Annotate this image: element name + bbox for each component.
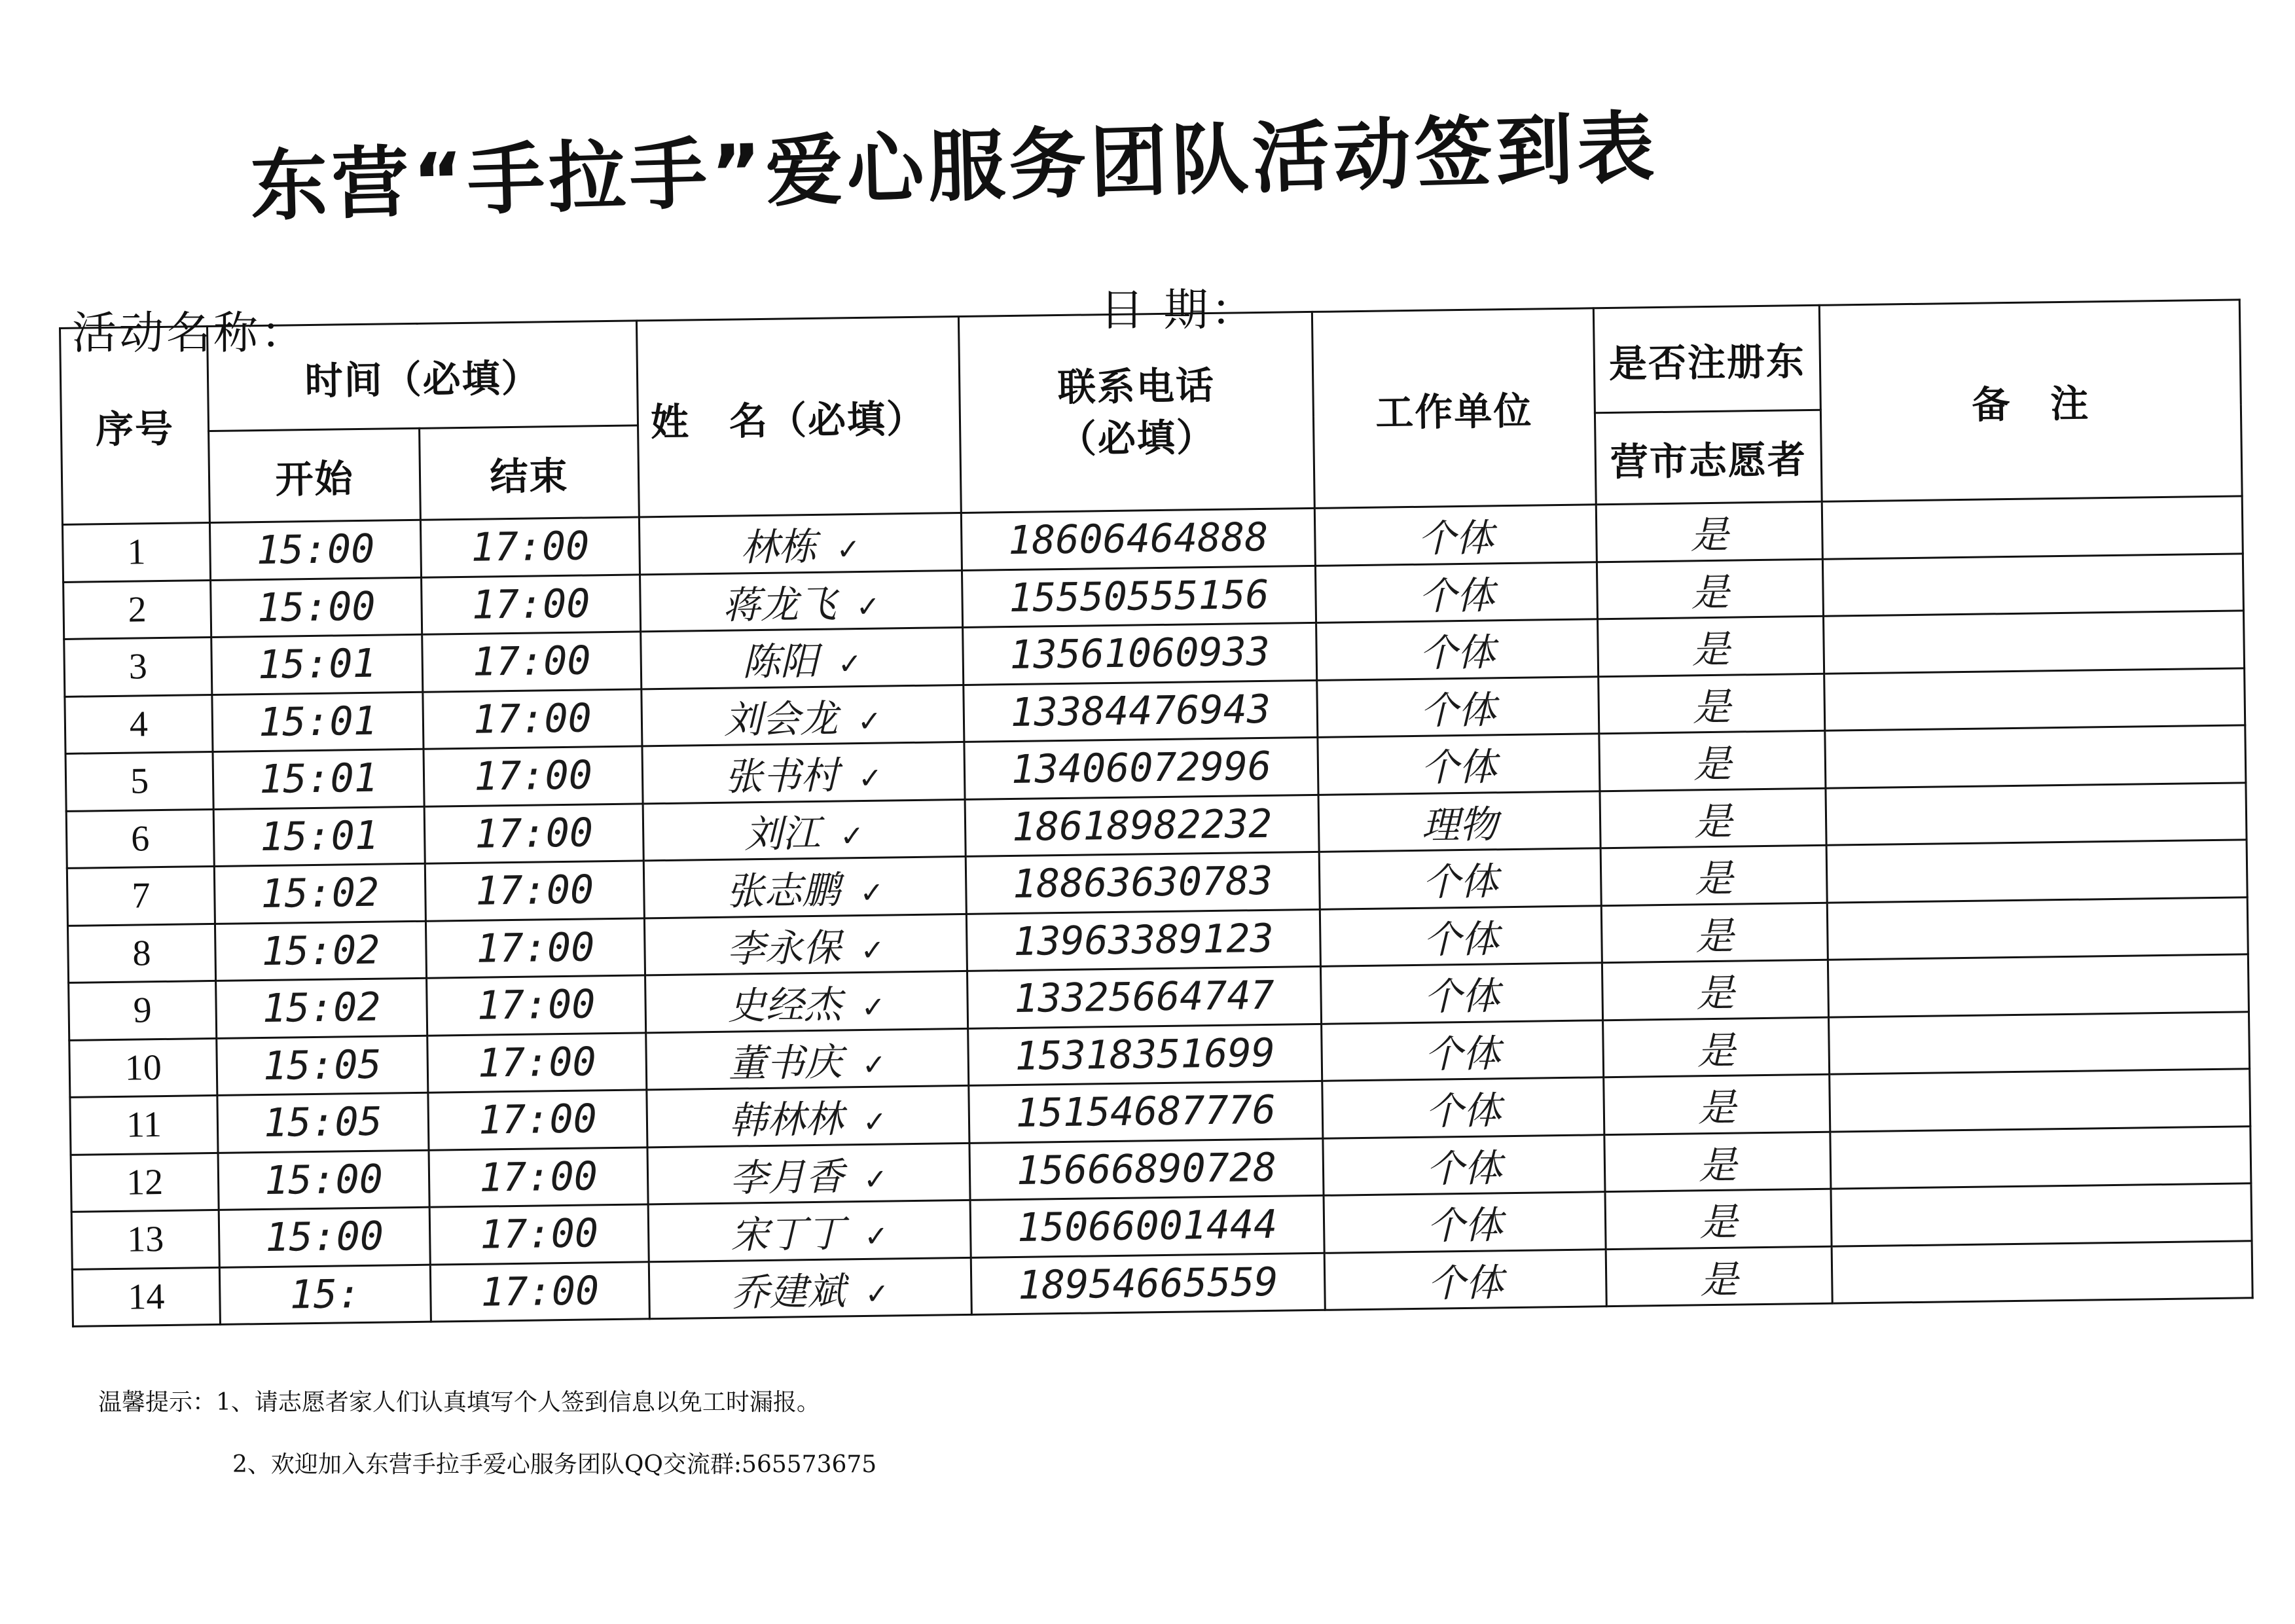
start-time: 15:01 <box>213 749 424 809</box>
volunteer-name: 韩林林 ✓ <box>647 1085 969 1147</box>
end-time: 17:00 <box>424 746 643 806</box>
footer-note-1: 温馨提示：1、请志愿者家人们认真填写个人签到信息以免工时漏报。 <box>98 1389 820 1416</box>
phone-number: 13406072996 <box>964 737 1318 799</box>
end-time: 17:00 <box>420 517 640 577</box>
header-name: 姓 名（必填） <box>636 317 961 517</box>
volunteer-name: 董书庆 ✓ <box>646 1028 969 1090</box>
registered-status: 是 <box>1604 1132 1831 1192</box>
volunteer-name: 史经杰 ✓ <box>645 971 968 1032</box>
volunteer-name: 李月香 ✓ <box>647 1143 970 1204</box>
row-index: 10 <box>69 1038 217 1097</box>
work-unit: 个体 <box>1320 905 1602 966</box>
note-cell <box>1830 1126 2251 1189</box>
work-unit: 个体 <box>1319 848 1601 909</box>
end-time: 17:00 <box>427 1032 647 1092</box>
start-time: 15: <box>219 1265 431 1325</box>
header-index: 序号 <box>60 327 210 525</box>
header-registered-line2: 营市志愿者 <box>1595 410 1822 505</box>
row-index: 14 <box>72 1267 220 1326</box>
check-mark-icon: ✓ <box>840 819 865 854</box>
start-time: 15:00 <box>209 520 421 580</box>
end-time: 17:00 <box>422 632 642 692</box>
registered-status: 是 <box>1605 1189 1832 1249</box>
registered-status: 是 <box>1599 674 1825 734</box>
registered-status: 是 <box>1601 903 1828 963</box>
check-mark-icon: ✓ <box>861 990 886 1025</box>
header-time: 时间（必填） <box>208 321 638 431</box>
page-title: 东营“手拉手”爱心服务团队活动签到表 <box>249 101 1659 232</box>
row-index: 7 <box>67 866 215 925</box>
registered-status: 是 <box>1600 845 1827 905</box>
row-index: 6 <box>66 809 214 868</box>
start-time: 15:00 <box>219 1207 430 1267</box>
row-index: 13 <box>71 1210 219 1269</box>
check-mark-icon: ✓ <box>857 704 882 738</box>
volunteer-name: 刘江 ✓ <box>643 799 966 861</box>
note-cell <box>1826 840 2247 903</box>
start-time: 15:01 <box>212 692 424 752</box>
registered-status: 是 <box>1602 960 1828 1020</box>
start-time: 15:01 <box>211 634 423 695</box>
row-index: 9 <box>69 981 217 1039</box>
phone-number: 15154687776 <box>969 1081 1323 1143</box>
work-unit: 个体 <box>1316 619 1599 680</box>
work-unit: 个体 <box>1320 963 1602 1024</box>
phone-number: 13963389123 <box>966 909 1320 971</box>
work-unit: 个体 <box>1315 562 1597 623</box>
volunteer-name: 宋丁丁 ✓ <box>648 1200 971 1261</box>
volunteer-name: 蒋龙飞 ✓ <box>640 570 963 632</box>
header-phone-line2: （必填） <box>1058 414 1216 461</box>
check-mark-icon: ✓ <box>863 1163 888 1197</box>
check-mark-icon: ✓ <box>861 1048 887 1082</box>
check-mark-icon: ✓ <box>837 647 863 681</box>
volunteer-name: 张志鹏 ✓ <box>643 856 966 918</box>
volunteer-name: 李永保 ✓ <box>644 914 967 975</box>
end-time: 17:00 <box>425 861 644 921</box>
phone-number: 13384476943 <box>964 680 1318 742</box>
note-cell <box>1828 954 2249 1017</box>
end-time: 17:00 <box>423 689 642 749</box>
end-time: 17:00 <box>427 975 646 1036</box>
phone-number: 15318351699 <box>968 1024 1322 1086</box>
work-unit: 个体 <box>1324 1192 1606 1253</box>
work-unit: 个体 <box>1314 505 1597 566</box>
sign-in-table <box>59 298 2254 1327</box>
work-unit: 个体 <box>1322 1077 1604 1138</box>
registered-status: 是 <box>1596 501 1822 562</box>
phone-number: 18606464888 <box>961 508 1315 570</box>
registered-status: 是 <box>1606 1246 1832 1307</box>
phone-number: 15666890728 <box>969 1138 1324 1200</box>
note-cell <box>1832 1240 2252 1303</box>
note-cell <box>1824 611 2245 674</box>
registered-status: 是 <box>1603 1017 1830 1077</box>
work-unit: 个体 <box>1323 1134 1605 1195</box>
note-cell <box>1827 897 2248 960</box>
note-cell <box>1825 725 2246 788</box>
note-cell <box>1830 1069 2250 1132</box>
end-time: 17:00 <box>425 918 645 978</box>
start-time: 15:05 <box>217 1092 429 1153</box>
start-time: 15:05 <box>217 1036 428 1096</box>
phone-number: 13561060933 <box>963 623 1317 685</box>
note-cell <box>1824 668 2245 731</box>
work-unit: 个体 <box>1322 1020 1604 1081</box>
volunteer-name: 陈阳 ✓ <box>641 627 964 689</box>
note-cell <box>1829 1011 2250 1074</box>
date-label: 日 期： <box>1100 285 1258 336</box>
registered-status: 是 <box>1600 788 1826 848</box>
activity-name-label: 活动名称： <box>72 308 308 359</box>
check-mark-icon: ✓ <box>864 1219 889 1254</box>
phone-number: 18618982232 <box>965 795 1319 857</box>
row-index: 8 <box>67 924 215 983</box>
header-unit: 工作单位 <box>1312 308 1596 509</box>
registered-status: 是 <box>1597 559 1823 619</box>
volunteer-name: 乔建斌 ✓ <box>649 1257 971 1319</box>
check-mark-icon: ✓ <box>860 933 885 967</box>
sign-in-table-wrap <box>59 298 2252 1327</box>
phone-number: 15066001444 <box>970 1195 1324 1257</box>
phone-number: 15550555156 <box>962 566 1316 628</box>
check-mark-icon: ✓ <box>865 1277 890 1311</box>
header-registered-line1: 是否注册东 <box>1593 305 1820 413</box>
end-time: 17:00 <box>428 1090 647 1150</box>
work-unit: 理物 <box>1318 791 1600 852</box>
header-notes: 备 注 <box>1819 300 2242 501</box>
row-index: 12 <box>71 1153 219 1212</box>
row-index: 3 <box>64 637 212 696</box>
check-mark-icon: ✓ <box>858 761 883 796</box>
row-index: 11 <box>70 1095 218 1154</box>
registered-status: 是 <box>1604 1074 1830 1134</box>
phone-number: 18954665559 <box>971 1253 1325 1315</box>
header-end: 结束 <box>420 425 640 520</box>
row-index: 4 <box>65 695 213 753</box>
work-unit: 个体 <box>1324 1249 1606 1310</box>
note-cell <box>1822 553 2243 616</box>
end-time: 17:00 <box>430 1261 649 1322</box>
header-start: 开始 <box>209 428 421 522</box>
registered-status: 是 <box>1598 616 1824 676</box>
header-phone-line1: 联系电话 <box>1057 363 1216 410</box>
start-time: 15:00 <box>218 1150 429 1210</box>
check-mark-icon: ✓ <box>856 590 880 624</box>
work-unit: 个体 <box>1317 676 1599 737</box>
start-time: 15:01 <box>213 806 425 867</box>
note-cell <box>1822 496 2243 559</box>
check-mark-icon: ✓ <box>836 533 861 567</box>
volunteer-name: 张书村 ✓ <box>642 742 965 803</box>
work-unit: 个体 <box>1318 734 1600 795</box>
end-time: 17:00 <box>429 1204 649 1265</box>
row-index: 1 <box>62 523 210 582</box>
phone-number: 13325664747 <box>967 966 1322 1028</box>
start-time: 15:00 <box>211 577 422 638</box>
start-time: 15:02 <box>216 978 427 1038</box>
phone-number: 18863630783 <box>966 852 1320 914</box>
footer-note-2: 2、欢迎加入东营手拉手爱心服务团队QQ交流群:565573675 <box>232 1451 877 1478</box>
row-index: 5 <box>65 751 213 810</box>
volunteer-name: 刘会龙 ✓ <box>642 685 964 746</box>
check-mark-icon: ✓ <box>862 1105 888 1140</box>
start-time: 15:02 <box>215 921 426 981</box>
end-time: 17:00 <box>429 1147 648 1207</box>
start-time: 15:02 <box>214 863 425 924</box>
check-mark-icon: ✓ <box>859 876 884 911</box>
note-cell <box>1826 782 2247 845</box>
row-index: 2 <box>63 580 211 639</box>
end-time: 17:00 <box>422 574 641 634</box>
registered-status: 是 <box>1599 731 1826 791</box>
volunteer-name: 林栋 ✓ <box>639 513 962 574</box>
note-cell <box>1831 1183 2252 1246</box>
end-time: 17:00 <box>424 803 643 863</box>
header-phone <box>958 312 1314 513</box>
